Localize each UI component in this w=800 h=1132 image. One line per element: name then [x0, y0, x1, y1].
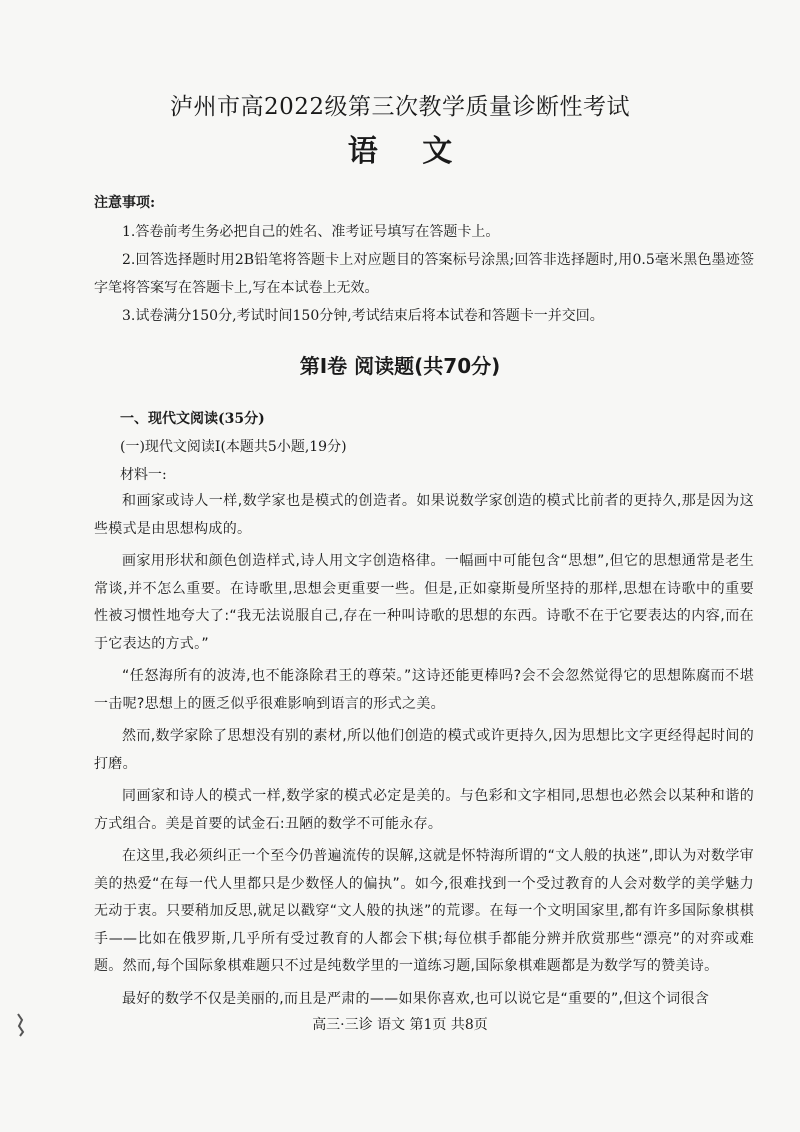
note-item: 1.答卷前考生务必把自己的姓名、准考证号填写在答题卡上。 [122, 224, 500, 240]
exam-title: 泸州市高2022级第三次教学质量诊断性考试 [169, 94, 631, 120]
passage-paragraph: 和画家或诗人一样,数学家也是模式的创造者。如果说数学家创造的模式比前者的更持久,那是因为这些模式是由思想构成的。 [94, 493, 754, 537]
material-label: 材料一: [120, 467, 167, 483]
volume-title: 第Ⅰ卷 阅读题(共70分) [299, 354, 501, 378]
page-footer: 高三·三诊 语文 第1页 共8页 [312, 1017, 488, 1033]
section-title: 一、现代文阅读(35分) [120, 411, 265, 427]
reading-passage [94, 488, 754, 1018]
notes-list [94, 218, 754, 330]
passage-paragraph: 画家用形状和颜色创造样式,诗人用文字创造格律。一幅画中可能包含“思想”,但它的思想通常是老生常谈,并不怎么重要。在诗歌里,思想会更重要一些。但是,正如豪斯曼所坚持的那样,思想在诗歌中的重要性被习惯性地夸大了:“我无法说服自己,存在一种叫诗歌的思想的东西。诗歌不在于它要表达的内容,而在于它表达的方式。” [94, 553, 754, 652]
note-item: 3.试卷满分150分,考试时间150分钟,考试结束后将本试卷和答题卡一并交回。 [122, 308, 604, 324]
subsection-title: (一)现代文阅读Ⅰ(本题共5小题,19分) [120, 439, 347, 455]
passage-paragraph: “任怒海所有的波涛,也不能涤除君王的尊荣。”这诗还能更棒吗?会不会忽然觉得它的思想陈腐而不堪一击呢?思想上的匮乏似乎很难影响到语言的形式之美。 [94, 668, 754, 712]
passage-paragraph: 同画家和诗人的模式一样,数学家的模式必定是美的。与色彩和文字相同,思想也必然会以某种和谐的方式组合。美是首要的试金石:丑陋的数学不可能永存。 [94, 788, 754, 832]
passage-paragraph: 最好的数学不仅是美丽的,而且是严肃的——如果你喜欢,也可以说它是“重要的”,但这个词很含 [122, 990, 710, 1007]
note-item: 2.回答选择题时用2B铅笔将答题卡上对应题目的答案标号涂黑;回答非选择题时,用0.5毫米黑色墨迹签字笔将答案写在答题卡上,写在本试卷上无效。 [94, 252, 754, 296]
subject-title: 语 文 [347, 134, 453, 169]
notes-heading: 注意事项: [94, 195, 156, 211]
passage-paragraph: 在这里,我必须纠正一个至今仍普遍流传的误解,这就是怀特海所谓的“文人般的执迷”,即认为对数学审美的热爱“在每一代人里都只是少数怪人的偏执”。如今,很难找到一个受过教育的人会对数学的美学魅力无动于衷。只要稍加反思,就足以戳穿“文人般的执迷”的荒谬。在每一个文明国家里,都有许多国际象棋棋手——比如在俄罗斯,几乎所有受过教育的人都会下棋;每位棋手都能分辨并欣赏那些“漂亮”的对弈或难题。然而,每个国际象棋难题只不过是纯数学里的一道练习题,国际象棋难题都是为数学写的赞美诗。 [94, 848, 754, 974]
passage-paragraph: 然而,数学家除了思想没有别的素材,所以他们创造的模式或许更持久,因为思想比文字更经得起时间的打磨。 [94, 728, 754, 772]
